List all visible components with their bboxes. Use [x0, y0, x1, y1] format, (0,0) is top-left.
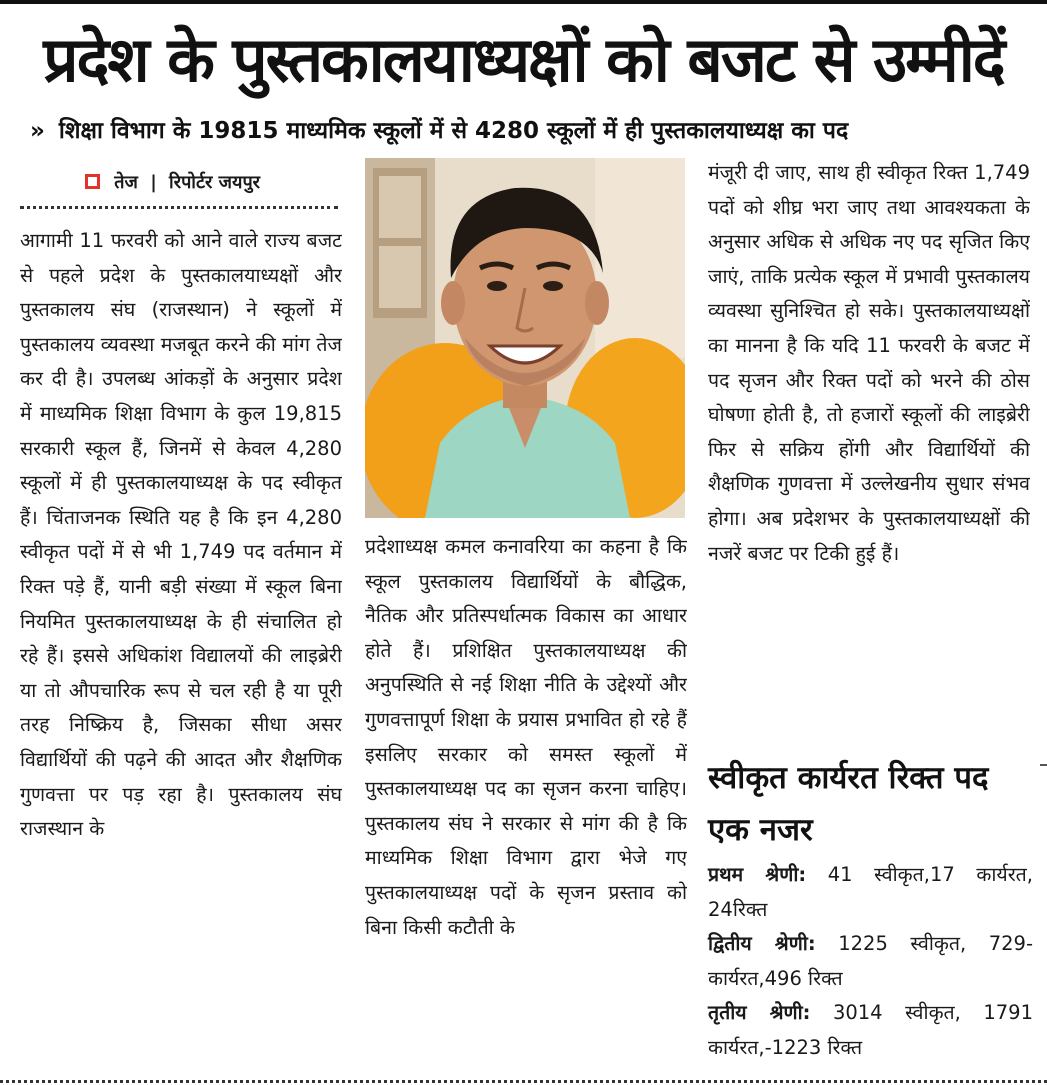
byline-separator: | [150, 172, 157, 193]
subhead-arrow-icon: » [30, 118, 45, 144]
subheadline [30, 114, 1040, 148]
article-column-3: मंजूरी दी जाए, साथ ही स्वीकृत रिक्त 1,749 पदों को शीघ्र भरा जाए तथा आवश्यकता के अनुसार अधिक से अधिक नए पद सृजित किए जाएं, ताकि प्रत्येक स्कूल में प्रभावी पुस्तकालय व्यवस्था सुनिश्चित हो सके। पुस्तकालयाध्यक्षों का मानना है कि यदि 11 फरवरी के बजट में पद सृजन और रिक्त पदों को भरने की ठोस घोषणा होती है, तो हजारों स्कूलों की लाइब्रेरी फिर से सक्रिय होंगी और विद्यार्थियों की शैक्षणिक गुणवत्ता में उल्लेखनीय सुधार संभव होगा। अब प्रदेशभर के पुस्तकालयाध्यक्षों की नजरें बजट पर टिकी हुई हैं। [708, 161, 1030, 565]
sidebar-item-label: तृतीय श्रेणी: [708, 1001, 811, 1025]
sidebar-item-value: 1225 स्वीकृत, 729-कार्यरत,496 रिक्त [708, 932, 1034, 990]
byline-name: तेज [114, 172, 138, 193]
sidebar-item-value: 41 स्वीकृत,17 कार्यरत, 24रिक्त [708, 863, 1033, 921]
headline: प्रदेश के पुस्तकालयाध्यक्षों को बजट से उम्मीदें [43, 23, 1004, 96]
sidebar-item-label: द्वितीय श्रेणी: [708, 932, 816, 956]
sidebar-title: स्वीकृत कार्यरत रिक्त पद एक नजर [708, 760, 989, 848]
sidebar-list [708, 858, 1033, 1066]
sidebar-item-label: प्रथम श्रेणी: [708, 863, 807, 886]
byline-divider [20, 206, 338, 209]
sidebar-item-third-grade [708, 996, 1033, 1065]
portrait-photo [365, 158, 685, 518]
byline-location: रिपोर्टर जयपुर [169, 172, 261, 193]
byline [85, 170, 260, 196]
sidebar-item-value: 3014 स्वीकृत, 1791 कार्यरत,-1223 रिक्त [708, 1001, 1033, 1059]
top-rule [0, 0, 1047, 4]
sidebar-item-second-grade [708, 927, 1033, 996]
bottom-rule [0, 1080, 1047, 1083]
subhead-text: शिक्षा विभाग के 19815 माध्यमिक स्कूलों में से 4280 स्कूलों में ही पुस्तकालयाध्यक्ष का पद [58, 118, 849, 144]
article-column-2: प्रदेशाध्यक्ष कमल कनावरिया का कहना है कि स्कूल पुस्तकालय विद्यार्थियों के बौद्धिक, नैतिक और प्रतिस्पर्धात्मक विकास का आधार होते हैं। प्रशिक्षित पुस्तकालयाध्यक्ष की अनुपस्थिति से नई शिक्षा नीति के उद्देश्यों और गुणवत्तापूर्ण शिक्षा के प्रयास प्रभावित हो रहे हैं इसलिए सरकार को समस्त स्कूलों में पुस्तकालयाध्यक्ष पद का सृजन करना चाहिए। पुस्तकालय संघ ने सरकार से मांग की है कि माध्यमिक शिक्षा विभाग द्वारा भेजे गए पुस्तकालयाध्यक्ष पदों के सृजन प्रस्ताव को बिना किसी कटौती के [365, 535, 687, 939]
byline-square-icon [85, 174, 100, 189]
sidebar-item-first-grade [708, 858, 1033, 927]
edge-mark [1040, 764, 1047, 766]
article-column-1: आगामी 11 फरवरी को आने वाले राज्य बजट से पहले प्रदेश के पुस्तकालयाध्यक्षों और पुस्तकालय संघ (राजस्थान) ने स्कूलों में पुस्तकालय व्यवस्था मजबूत करने की मांग तेज कर दी है। उपलब्ध आंकड़ों के अनुसार प्रदेश में माध्यमिक शिक्षा विभाग के कुल 19,815 सरकारी स्कूल हैं, जिनमें से केवल 4,280 स्कूलों में ही पुस्तकालयाध्यक्ष के पद स्वीकृत हैं। चिंताजनक स्थिति यह है कि इन 4,280 स्वीकृत पदों में से भी 1,749 पद वर्तमान में रिक्त पड़े हैं, यानी बड़ी संख्या में स्कूल बिना नियमित पुस्तकालयाध्यक्ष के ही संचालित हो रहे हैं। इससे अधिकांश विद्यालयों की लाइब्रेरी या तो औपचारिक रूप से चल रही है या पूरी तरह निष्क्रिय है, जिसका सीधा असर विद्यार्थियों की पढ़ने की आदत और शैक्षणिक गुणवत्ता पर पड़ रहा है। पुस्तकालय संघ राजस्थान के [20, 229, 342, 841]
